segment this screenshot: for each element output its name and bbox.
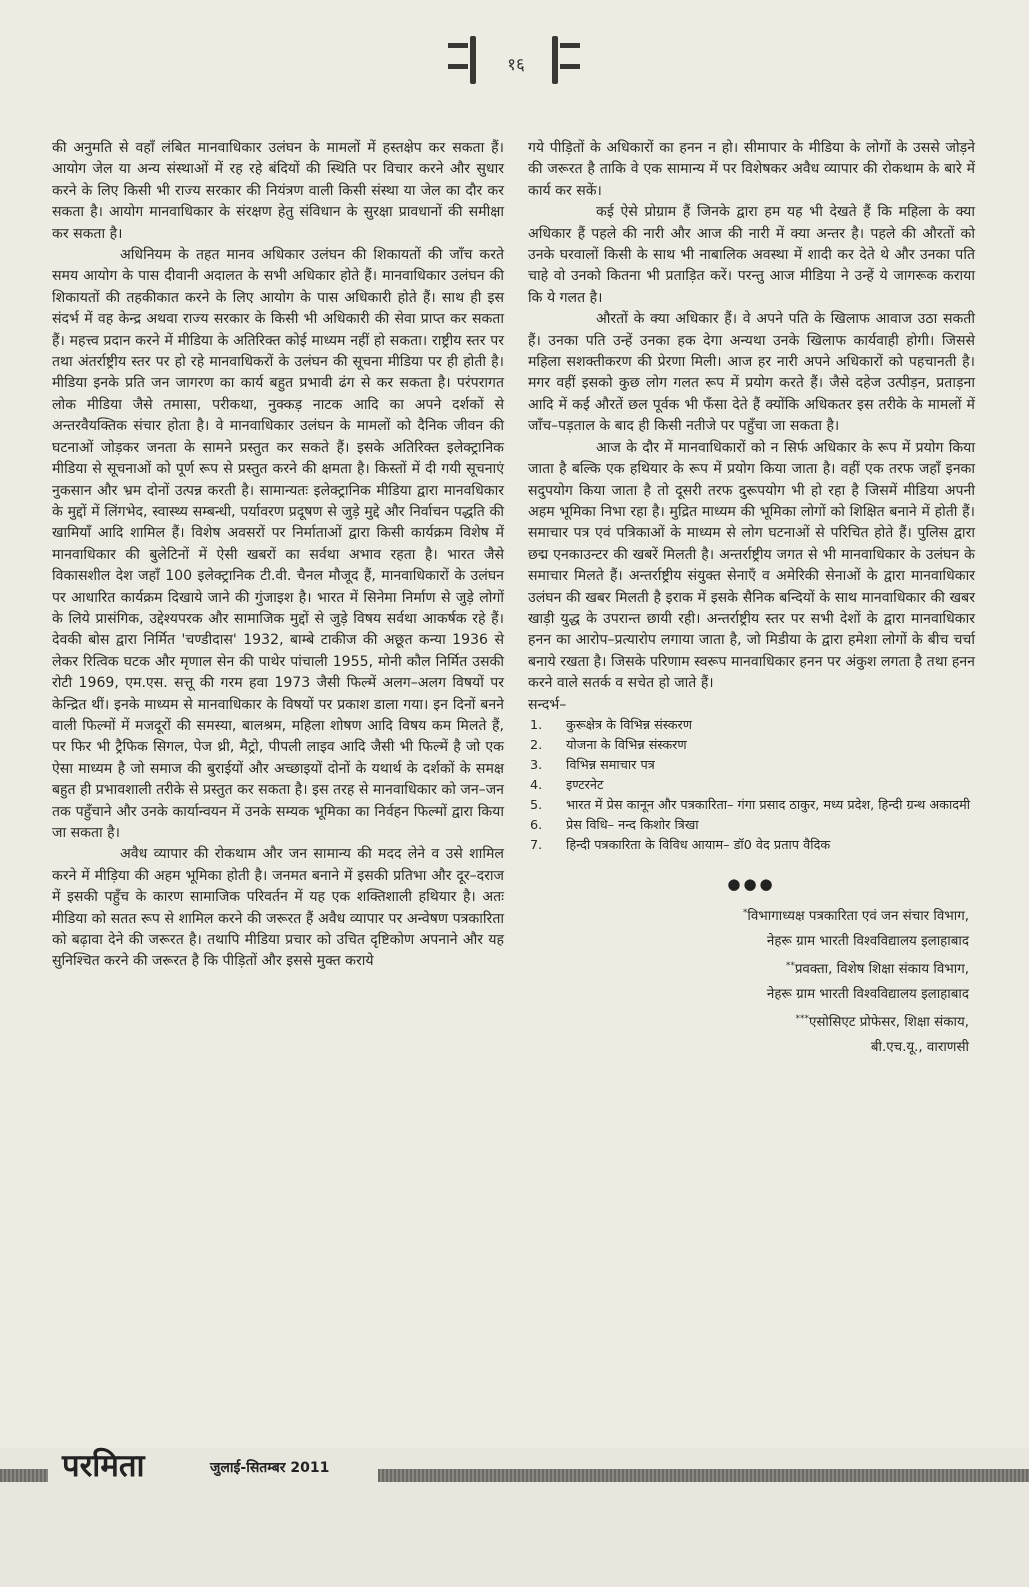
affiliation-line: बी.एच.यू., वाराणसी [870, 1040, 969, 1056]
journal-issue: जुलाई-सितम्बर 2011 [210, 1460, 330, 1476]
affiliation-line: नेहरू ग्राम भारती विश्वविद्यालय इलाहाबाद [766, 987, 969, 1003]
ornament-right-bar-bottom [560, 64, 580, 69]
footer-stripe-left [0, 1469, 48, 1482]
right-paragraph-2: कई ऐसे प्रोग्राम हैं जिनके द्वारा हम यह भी देखते हैं कि महिला के क्या अधिकार हैं पहले की नारी और आज की नारी में क्या अन्तर है। पहले की औरतों को उनके घरवालों किसी के साथ भी नाबालिक अवस्था में शादी कर देते थे और उनका पति चाहे वो उनको कितना भी प्रताड़ित करें। परन्तु आज मीडिया ने उन्हें ये जागरूक कराया कि ये गलत है। [528, 204, 975, 306]
left-paragraph-2: अधिनियम के तहत मानव अधिकार उलंघन की शिकायतों की जाँच करते समय आयोग के पास दीवानी अदालत के सभी अधिकार होते हैं। मानवाधिकार उलंघन की शिकायतों की तहकीकात करने के लिए आयोग के पास अधिकारी होते हैं। साथ ही इस संदर्भ में वह केन्द्र अथवा राज्य सरकार के किसी भी अधिकारी की सेवा प्राप्त कर सकता हैं। महत्त्व प्रदान करने में मीडिया के अतिरिक्त कोई माध्यम नहीं हो सकता। राष्ट्रीय स्तर पर तथा अंतर्राष्ट्रीय स्तर पर हो रहे मानवाधिकरों के उलंघन की सूचना मीडिया पर ही होती है। मीडिया इनके प्रति जन जागरण का कार्य बहुत प्रभावी ढंग से कर सकता है। परंपरागत लोक मीडिया जैसे तमासा, परीकथा, नुक्कड़ नाटक आदि का अपने दर्शकों से अन्तरवैयक्तिक संचार होता है। वे मानवाधिकार उलंघन के मामलों को दैनिक जीवन की घटनाओं जोड़कर जनता के सामने प्रस्तुत कर सकते हैं। इसके अतिरिक्त इलेक्ट्रानिक मीडिया से सूचनाओं को पूर्ण रूप से प्रस्तुत करने की क्षमता है। किस्तों में दी गयी सूचनाएं नुकसान और भ्रम दोनों उत्पन्न करती है। सामान्यतः इलेक्ट्रानिक मीडिया द्वारा मानवधिकार के मुद्दों में लिंगभेद, स्वास्थ्य सम्बन्धी, पर्यावरण प्रदूषण से जुड़े मुद्दे और निर्वाचन पद्धति की खामियाँ आदि शामिल हैं। विशेष अवसरों पर निर्माताओं द्वारा किसी कार्यक्रम विशेष में मानवाधिकार की बुलेटिनों में ऐसी खबरों का सर्वथा अभाव रहता है। भारत जैसे विकासशील देश जहाँ 100 इलेक्ट्रानिक टी.वी. चैनल मौजूद हैं, मानवाधिकारों के उलंघन पर आधारित कार्यक्रम दिखाये जाने की गुंजाइश है। भारत में सिनेमा निर्माण से जुड़े लोगों के लिये प्रासंगिक, उद्देश्यपरक और सामाजिक मुद्दों से जुड़े विषय सर्वथा आकर्षक रहे हैं। देवकी बोस द्वारा निर्मित 'चण्डीदास' 1932, बाम्बे टाकीज की अछूत कन्या 1936 से लेकर रित्विक घटक और मृणाल सेन की पाथेर पांचाली 1955, मोनी कौल निर्मित उसकी रोटी 1969, एम.एस. सत्तू की गरम हवा 1973 जैसी फिल्में अलग–अलग विषयों पर केन्द्रित थीं। इनके माध्यम से मानवाधिकार के विषयों पर प्रकाश डाला गया। इन दिनों बनने वाली फिल्मों में मजदूरों की समस्या, बालश्रम, महिला शोषण आदि विषय कम मिलते हैं, पर फिर भी ट्रैफिक सिगल, पेज थ्री, मैट्रो, पीपली लाइव आदि जैसी भी फिल्में है जो एक ऐसा माध्यम है जो समाज की बुराईयों और अच्छाइयों दोनों के यथार्थ के दर्शकों के समक्ष बहुत ही प्रभावशाली तरीके से प्रस्तुत कर सकता है। इस तरह से मानवाधिकार को जन–जन तक पहुँचाने और उनके कार्यान्वयन में उनके सम्यक भूमिका का निर्वहन फिल्मों द्वारा किया जा सकता है। [52, 247, 504, 841]
left-paragraph-3: अवैध व्यापार की रोकथाम और जन सामान्य की मदद लेने व उसे शामिल करने में मीड़िया की अहम भूमिका होती है। जनमत बनाने में इसकी प्रतिभा और दूर–दराज में इसकी पहुँच के कारण सामाजिक परिवर्तन में यह एक शक्तिशाली हथियार है। अतः मीडिया को सतत रूप से शामिल करने की जरूरत हैं अवैध व्यापार पर अन्वेषण पत्रकारिता को बढ़ावा देने की जरूरत है। तथापि मीडिया प्रचार को उचित दृष्टिकोण अपनाने और यह सुनिश्चित करने की जरूरत है कि पीड़ितों और इससे मुक्त कराये [52, 846, 504, 970]
references-heading: सन्दर्भ– [528, 696, 567, 713]
footer-stripe-right [378, 1469, 1029, 1482]
references-list [528, 716, 975, 856]
right-paragraph-3: औरतों के क्या अधिकार हैं। वे अपने पति के खिलाफ आवाज उठा सकती हैं। उनका पति उन्हें उनका हक देगा अन्यथा उनके खिलाफ कार्यवाही होगी। जिससे महिला सशक्तीकरण की प्रेरणा मिली। आज हर नारी अपने अधिकारों को पहचानती है। मगर वहीं इसको कुछ लोग गलत रूप में प्रयोग करते हैं। जैसे दहेज उत्पीड़न, प्रताड़ना आदि में कई औरतें छल पूर्वक भी फँसा देते हैं क्योंकि अधिकतर इस तरीके के मामलों में जाँच–पड़ताल के बाद ही किसी नतीजे पर पहुँचा जा सकता है। [528, 311, 975, 435]
ornament-left-bar-top [448, 43, 468, 48]
affiliation-line: ***एसोसिएट प्रोफेसर, शिक्षा संकाय, [795, 1014, 969, 1031]
right-paragraph-1: गये पीड़ितों के अधिकारों का हनन न हो। सीमापार के मीडिया के लोगों के उससे जोड़ने की जरूरत है ताकि वे एक सामान्य में पर विशेषकर अवैध व्यापार की रोकथाम के बारे में कार्य कर सकें। [528, 140, 975, 199]
left-paragraph-1: की अनुमति से वहाँ लंबित मानवाधिकार उलंघन के मामलों में हस्तक्षेप कर सकता हैं। आयोग जेल या अन्य संस्थाओं में रह रहे बंदियों की स्थिति पर विचार करने और सुधार करने के लिए किसी भी राज्य सरकार की नियंत्रण वाली किसी संस्था या जेल का दौर कर सकता है। आयोग मानवाधिकार के संरक्षण हेतु संविधान के सुरक्षा प्रावधानों की समीक्षा कर सकता है। [52, 140, 504, 242]
reference-item: 6. प्रेस विधि– नन्द किशोर त्रिखा [530, 817, 699, 833]
ornament-left-stem [470, 36, 476, 84]
journal-name: परमिता [62, 1448, 145, 1484]
ornament-right-bar-top [560, 43, 580, 48]
affiliation-line: नेहरू ग्राम भारती विश्वविद्यालय इलाहाबाद [766, 934, 969, 950]
affiliation-line: *विभागाध्यक्ष पत्रकारिता एवं जन संचार विभाग, [742, 908, 969, 925]
reference-item: 1. कुरूक्षेत्र के विभिन्न संस्करण [530, 717, 693, 733]
page-number: १६ [507, 55, 525, 75]
reference-item: 5. भारत में प्रेस कानून और पत्रकारिता– गंगा प्रसाद ठाकुर, मध्य प्रदेश, हिन्दी ग्रन्थ अकादमी [530, 797, 971, 813]
affiliation-line: **प्रवक्ता, विशेष शिक्षा संकाय विभाग, [785, 961, 969, 978]
section-separator: ●●● [727, 874, 776, 893]
reference-item: 3. विभिन्न समाचार पत्र [530, 757, 655, 773]
author-affiliations [528, 901, 975, 1060]
reference-item: 2. योजना के विभिन्न संस्करण [530, 737, 687, 753]
reference-item: 7. हिन्दी पत्रकारिता के विविध आयाम– डॉ0 वेद प्रताप वैदिक [530, 837, 831, 853]
ornament-left-bar-bottom [448, 64, 468, 69]
right-paragraph-4: आज के दौर में मानवाधिकारों को न सिर्फ अधिकार के रूप में प्रयोग किया जाता है बल्कि एक हथियार के रूप में प्रयोग किया जाता है। वहीं एक तरफ जहाँ इनका सदुपयोग किया जाता है तो दूसरी तरफ दुरूपयोग भी हो रहा है जिसमें मीडिया अपनी अहम भूमिका निभा रहा है। मुद्रित माध्यम की भूमिका लोगों को शिक्षित बनाने में होती हैं। समाचार पत्र एवं पत्रिकाओं के माध्यम से लोग घटनाओं से परिचित होते हैं। पुलिस द्वारा छद्म एनकाउन्टर की खबरें मिलती है। अन्तर्राष्ट्रीय जगत से भी मानवाधिकार के उलंघन के समाचार मिलते हैं। अन्तर्राष्ट्रीय संयुक्त सेनाएँ व अमेरिकी सेनाओं के द्वारा मानवाधिकार उलंघन की खबर मिलती है इराक में इसके सैनिक बन्दियों के साथ मानवाधिकार की खबर खाड़ी युद्ध के उपरान्त छायी रही। अन्तर्राष्ट्रीय स्तर पर सभी देशों के द्वारा मानवाधिकार हनन का आरोप–प्रत्यारोप लगाया जाता है, जो मिडीया के द्वारा हमेशा लोगों के बीच चर्चा बनाये रखता है। जिसके परिणाम स्वरूप मानवाधिकार हनन पर अंकुश लगता है तथा हनन करने वाले सतर्क व सचेत हो जाते हैं। [528, 439, 975, 692]
left-column [52, 138, 504, 973]
ornament-right-stem [552, 36, 558, 84]
reference-item: 4. इण्टरनेट [530, 777, 604, 793]
right-column [528, 138, 975, 1060]
